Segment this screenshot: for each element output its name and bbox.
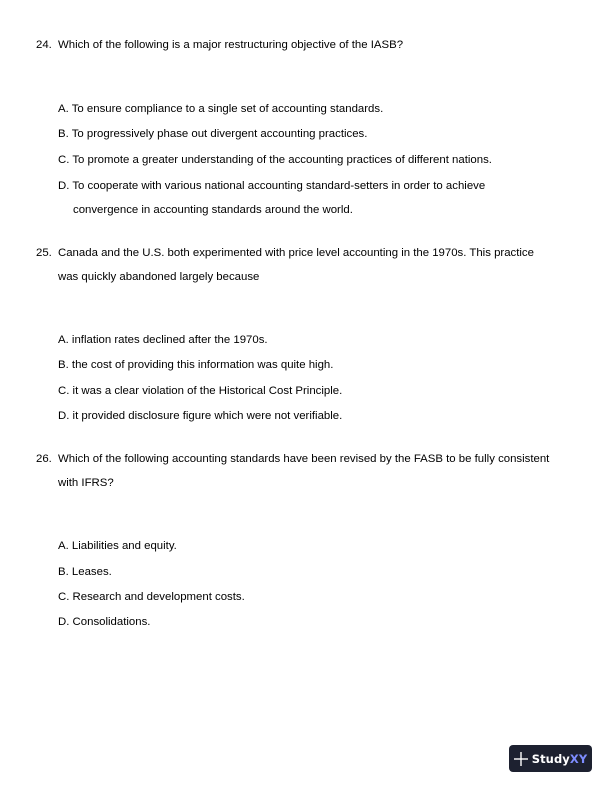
question-24-option-c: C. To promote a greater understanding of the accounting practices of different nations. [58,154,492,166]
question-26-option-b: B. Leases. [58,566,112,578]
question-number: 26. [36,453,52,465]
question-25 [36,242,576,289]
question-24-option-b: B. To progressively phase out divergent accounting practices. [58,128,368,140]
question-text [58,242,576,289]
question-number: 24. [36,39,52,51]
logo-wordmark [532,752,588,766]
question-25-option-d: D. it provided disclosure figure which were not verifiable. [58,410,343,422]
question-24-option-d [58,175,558,222]
logo-brand-accent: XY [569,751,588,766]
question-26-option-c: C. Research and development costs. [58,591,245,603]
question-24 [36,34,576,58]
logo-brand-main: Study [531,751,570,766]
question-text-line1: Which of the following accounting standards have been revised by the FASB to be fully consistent [58,453,550,465]
question-text-line2: was quickly abandoned largely because [58,270,260,283]
question-26-option-d: D. Consolidations. [58,616,151,628]
option-d-line2: convergence in accounting standards around the world. [73,203,353,216]
question-number: 25. [36,247,52,259]
question-text: Which of the following is a major restructuring objective of the IASB? [58,39,404,51]
question-25-option-a: A. inflation rates declined after the 1970s. [58,334,268,346]
question-text-line2: with IFRS? [58,476,114,489]
question-25-option-b: B. the cost of providing this information was quite high. [58,359,334,371]
question-text [58,448,576,495]
question-text-line1: Canada and the U.S. both experimented with price level accounting in the 1970s. This practice [58,247,534,259]
plus-sparkle-icon [514,752,528,766]
question-26 [36,448,576,495]
question-26-option-a: A. Liabilities and equity. [58,540,177,552]
option-d-line1: D. To cooperate with various national accounting standard-setters in order to achieve [58,180,486,192]
studyxy-logo [509,745,592,772]
question-25-option-c: C. it was a clear violation of the Historical Cost Principle. [58,385,343,397]
question-24-option-a: A. To ensure compliance to a single set of accounting standards. [58,103,384,115]
